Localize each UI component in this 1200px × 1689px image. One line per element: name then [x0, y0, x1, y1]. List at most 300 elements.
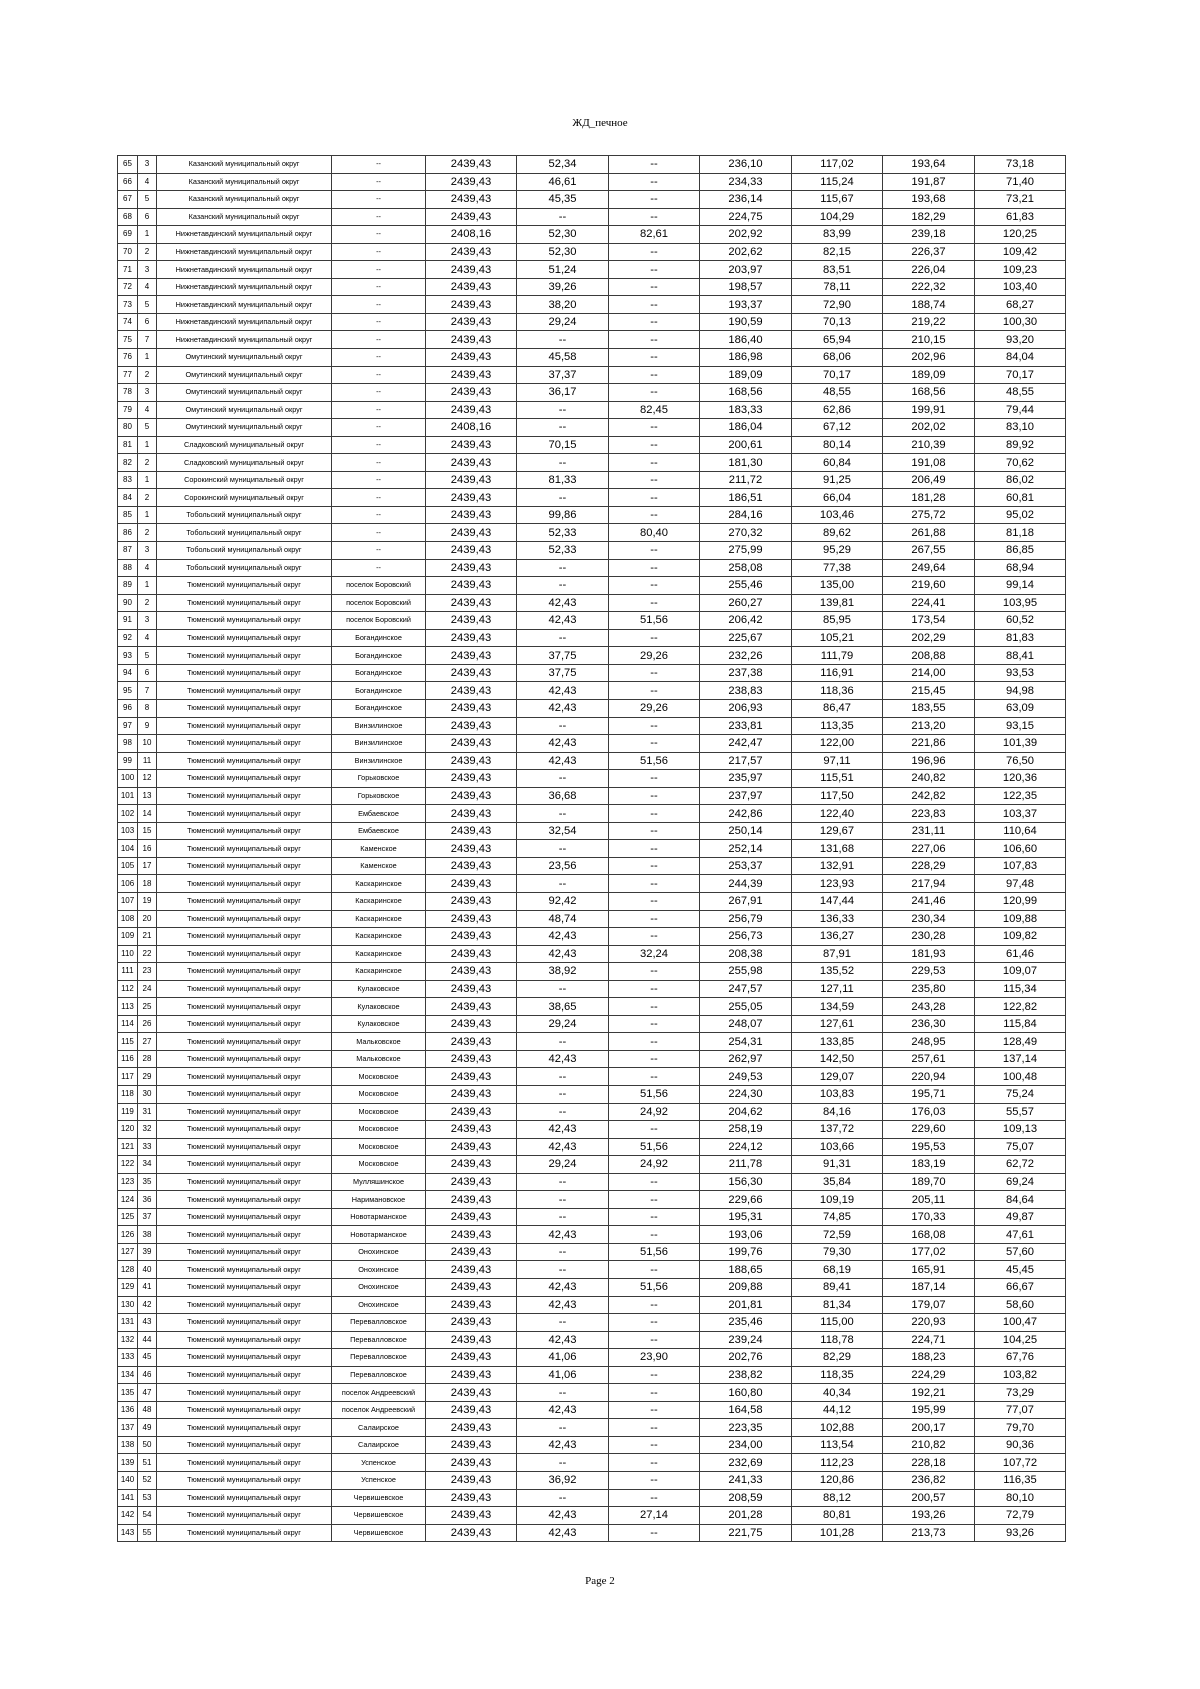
district-cell: Тюменский муниципальный округ	[157, 1208, 332, 1226]
value-cell: 255,98	[700, 963, 792, 981]
value-cell: 2439,43	[426, 471, 517, 489]
table-row	[118, 822, 1066, 840]
value-cell: 203,97	[700, 261, 792, 279]
district-cell: Нижнетавдинский муниципальный округ	[157, 243, 332, 261]
value-cell: 91,31	[792, 1156, 883, 1174]
value-cell: 100,30	[975, 313, 1066, 331]
row-number-cell: 115	[118, 1033, 138, 1051]
value-cell: --	[609, 1173, 700, 1191]
group-index-cell: 20	[138, 910, 157, 928]
value-cell: --	[609, 1401, 700, 1419]
table-row	[118, 664, 1066, 682]
value-cell: 208,88	[883, 647, 975, 665]
row-number-cell: 116	[118, 1050, 138, 1068]
table-row	[118, 875, 1066, 893]
table-row	[118, 191, 1066, 209]
value-cell: 2439,43	[426, 1243, 517, 1261]
row-number-cell: 71	[118, 261, 138, 279]
value-cell: 242,82	[883, 787, 975, 805]
value-cell: 99,86	[517, 506, 609, 524]
value-cell: 255,05	[700, 998, 792, 1016]
district-cell: Нижнетавдинский муниципальный округ	[157, 296, 332, 314]
value-cell: 82,15	[792, 243, 883, 261]
value-cell: 206,42	[700, 612, 792, 630]
value-cell: 42,43	[517, 1226, 609, 1244]
value-cell: 83,10	[975, 419, 1066, 437]
group-index-cell: 47	[138, 1384, 157, 1402]
value-cell: 189,70	[883, 1173, 975, 1191]
settlement-cell: Московское	[332, 1085, 426, 1103]
value-cell: 165,91	[883, 1261, 975, 1279]
settlement-cell: Мальковское	[332, 1033, 426, 1051]
settlement-cell: Наримановское	[332, 1191, 426, 1209]
value-cell: 70,17	[792, 366, 883, 384]
row-number-cell: 70	[118, 243, 138, 261]
settlement-cell: --	[332, 524, 426, 542]
table-row	[118, 156, 1066, 174]
row-number-cell: 140	[118, 1472, 138, 1490]
value-cell: 103,46	[792, 506, 883, 524]
row-number-cell: 122	[118, 1156, 138, 1174]
value-cell: 221,75	[700, 1524, 792, 1542]
district-cell: Казанский муниципальный округ	[157, 173, 332, 191]
value-cell: 102,88	[792, 1419, 883, 1437]
district-cell: Тюменский муниципальный округ	[157, 1033, 332, 1051]
value-cell: 38,20	[517, 296, 609, 314]
value-cell: 45,35	[517, 191, 609, 209]
value-cell: 103,40	[975, 278, 1066, 296]
district-cell: Тюменский муниципальный округ	[157, 664, 332, 682]
table-row	[118, 313, 1066, 331]
value-cell: 186,40	[700, 331, 792, 349]
group-index-cell: 4	[138, 629, 157, 647]
value-cell: 224,29	[883, 1366, 975, 1384]
group-index-cell: 28	[138, 1050, 157, 1068]
value-cell: --	[517, 629, 609, 647]
value-cell: --	[609, 805, 700, 823]
value-cell: 80,81	[792, 1507, 883, 1525]
value-cell: 117,02	[792, 156, 883, 174]
value-cell: 201,28	[700, 1507, 792, 1525]
table-row	[118, 577, 1066, 595]
value-cell: --	[609, 629, 700, 647]
district-cell: Тюменский муниципальный округ	[157, 752, 332, 770]
settlement-cell: --	[332, 436, 426, 454]
group-index-cell: 2	[138, 594, 157, 612]
district-cell: Нижнетавдинский муниципальный округ	[157, 313, 332, 331]
table-row	[118, 401, 1066, 419]
value-cell: 257,61	[883, 1050, 975, 1068]
value-cell: 88,12	[792, 1489, 883, 1507]
row-number-cell: 111	[118, 963, 138, 981]
value-cell: 42,43	[517, 612, 609, 630]
table-row	[118, 419, 1066, 437]
group-index-cell: 30	[138, 1085, 157, 1103]
district-cell: Тюменский муниципальный округ	[157, 910, 332, 928]
value-cell: --	[609, 998, 700, 1016]
value-cell: 118,78	[792, 1331, 883, 1349]
table-row	[118, 752, 1066, 770]
value-cell: 270,32	[700, 524, 792, 542]
value-cell: 2439,43	[426, 454, 517, 472]
value-cell: 68,06	[792, 349, 883, 367]
value-cell: 68,27	[975, 296, 1066, 314]
table-row	[118, 980, 1066, 998]
value-cell: 219,22	[883, 313, 975, 331]
value-cell: --	[609, 436, 700, 454]
value-cell: 255,46	[700, 577, 792, 595]
value-cell: --	[609, 1296, 700, 1314]
settlement-cell: Червишевское	[332, 1489, 426, 1507]
value-cell: --	[609, 261, 700, 279]
group-index-cell: 29	[138, 1068, 157, 1086]
table-row	[118, 1156, 1066, 1174]
value-cell: 87,91	[792, 945, 883, 963]
district-cell: Тюменский муниципальный округ	[157, 1472, 332, 1490]
district-cell: Нижнетавдинский муниципальный округ	[157, 278, 332, 296]
value-cell: --	[609, 892, 700, 910]
value-cell: 115,00	[792, 1314, 883, 1332]
group-index-cell: 6	[138, 664, 157, 682]
value-cell: 2439,43	[426, 664, 517, 682]
group-index-cell: 21	[138, 928, 157, 946]
value-cell: --	[609, 1331, 700, 1349]
settlement-cell: --	[332, 261, 426, 279]
value-cell: 72,59	[792, 1226, 883, 1244]
district-cell: Тюменский муниципальный округ	[157, 647, 332, 665]
value-cell: 2439,43	[426, 1296, 517, 1314]
table-row	[118, 1103, 1066, 1121]
settlement-cell: --	[332, 401, 426, 419]
value-cell: 192,21	[883, 1384, 975, 1402]
value-cell: 236,14	[700, 191, 792, 209]
settlement-cell: --	[332, 349, 426, 367]
value-cell: 142,50	[792, 1050, 883, 1068]
group-index-cell: 3	[138, 384, 157, 402]
group-index-cell: 38	[138, 1226, 157, 1244]
value-cell: 122,00	[792, 735, 883, 753]
district-cell: Тюменский муниципальный округ	[157, 840, 332, 858]
value-cell: 240,82	[883, 770, 975, 788]
value-cell: 29,26	[609, 647, 700, 665]
value-cell: 101,28	[792, 1524, 883, 1542]
value-cell: --	[517, 577, 609, 595]
table-row	[118, 173, 1066, 191]
value-cell: 103,95	[975, 594, 1066, 612]
value-cell: 217,57	[700, 752, 792, 770]
settlement-cell: Каскаринское	[332, 875, 426, 893]
row-number-cell: 127	[118, 1243, 138, 1261]
table-body	[118, 156, 1066, 1542]
data-table	[117, 155, 1066, 1542]
value-cell: 2439,43	[426, 629, 517, 647]
settlement-cell: Богандинское	[332, 682, 426, 700]
row-number-cell: 98	[118, 735, 138, 753]
settlement-cell: Онохинское	[332, 1261, 426, 1279]
value-cell: --	[609, 1068, 700, 1086]
value-cell: 40,34	[792, 1384, 883, 1402]
row-number-cell: 118	[118, 1085, 138, 1103]
row-number-cell: 105	[118, 857, 138, 875]
value-cell: 127,61	[792, 1015, 883, 1033]
value-cell: 51,56	[609, 612, 700, 630]
table-row	[118, 998, 1066, 1016]
table-row	[118, 1296, 1066, 1314]
table-row	[118, 1419, 1066, 1437]
district-cell: Тюменский муниципальный округ	[157, 963, 332, 981]
row-number-cell: 125	[118, 1208, 138, 1226]
settlement-cell: Ембаевское	[332, 822, 426, 840]
value-cell: 208,59	[700, 1489, 792, 1507]
row-number-cell: 106	[118, 875, 138, 893]
group-index-cell: 33	[138, 1138, 157, 1156]
value-cell: 2439,43	[426, 1261, 517, 1279]
value-cell: 44,12	[792, 1401, 883, 1419]
value-cell: 236,10	[700, 156, 792, 174]
value-cell: 2439,43	[426, 331, 517, 349]
table-row	[118, 1314, 1066, 1332]
value-cell: 196,96	[883, 752, 975, 770]
value-cell: --	[609, 1419, 700, 1437]
value-cell: 29,24	[517, 1015, 609, 1033]
value-cell: --	[517, 489, 609, 507]
value-cell: 51,56	[609, 752, 700, 770]
group-index-cell: 19	[138, 892, 157, 910]
table-row	[118, 1226, 1066, 1244]
table-row	[118, 1331, 1066, 1349]
settlement-cell: Богандинское	[332, 647, 426, 665]
value-cell: 42,43	[517, 1050, 609, 1068]
district-cell: Тюменский муниципальный округ	[157, 717, 332, 735]
group-index-cell: 25	[138, 998, 157, 1016]
value-cell: 182,29	[883, 208, 975, 226]
value-cell: --	[609, 243, 700, 261]
value-cell: 29,26	[609, 699, 700, 717]
table-row	[118, 647, 1066, 665]
table-row	[118, 787, 1066, 805]
district-cell: Омутинский муниципальный округ	[157, 401, 332, 419]
group-index-cell: 14	[138, 805, 157, 823]
value-cell: 48,74	[517, 910, 609, 928]
value-cell: 113,54	[792, 1436, 883, 1454]
value-cell: --	[609, 1314, 700, 1332]
value-cell: 84,04	[975, 349, 1066, 367]
value-cell: 97,48	[975, 875, 1066, 893]
value-cell: 235,97	[700, 770, 792, 788]
row-number-cell: 114	[118, 1015, 138, 1033]
value-cell: 2439,43	[426, 805, 517, 823]
value-cell: 60,81	[975, 489, 1066, 507]
settlement-cell: Горьковское	[332, 787, 426, 805]
value-cell: 106,60	[975, 840, 1066, 858]
value-cell: 170,33	[883, 1208, 975, 1226]
value-cell: 248,07	[700, 1015, 792, 1033]
settlement-cell: Каскаринское	[332, 892, 426, 910]
value-cell: 211,78	[700, 1156, 792, 1174]
group-index-cell: 55	[138, 1524, 157, 1542]
table-row	[118, 892, 1066, 910]
value-cell: 42,43	[517, 945, 609, 963]
value-cell: 42,43	[517, 1279, 609, 1297]
value-cell: 226,04	[883, 261, 975, 279]
value-cell: 275,72	[883, 506, 975, 524]
table-row	[118, 1261, 1066, 1279]
value-cell: 120,86	[792, 1472, 883, 1490]
table-row	[118, 1191, 1066, 1209]
settlement-cell: Богандинское	[332, 699, 426, 717]
value-cell: 2439,43	[426, 1191, 517, 1209]
district-cell: Тюменский муниципальный округ	[157, 1384, 332, 1402]
value-cell: 2439,43	[426, 278, 517, 296]
value-cell: 181,30	[700, 454, 792, 472]
value-cell: 89,62	[792, 524, 883, 542]
value-cell: 2439,43	[426, 752, 517, 770]
settlement-cell: --	[332, 313, 426, 331]
row-number-cell: 113	[118, 998, 138, 1016]
value-cell: 256,73	[700, 928, 792, 946]
settlement-cell: Винзилинское	[332, 717, 426, 735]
value-cell: 37,37	[517, 366, 609, 384]
value-cell: 206,49	[883, 471, 975, 489]
group-index-cell: 17	[138, 857, 157, 875]
value-cell: 249,53	[700, 1068, 792, 1086]
value-cell: 68,94	[975, 559, 1066, 577]
row-number-cell: 65	[118, 156, 138, 174]
value-cell: 41,06	[517, 1366, 609, 1384]
value-cell: 104,29	[792, 208, 883, 226]
value-cell: 81,83	[975, 629, 1066, 647]
group-index-cell: 1	[138, 471, 157, 489]
settlement-cell: Богандинское	[332, 664, 426, 682]
table-row	[118, 1208, 1066, 1226]
value-cell: 103,37	[975, 805, 1066, 823]
value-cell: 2439,43	[426, 857, 517, 875]
value-cell: 75,24	[975, 1085, 1066, 1103]
row-number-cell: 139	[118, 1454, 138, 1472]
value-cell: 70,17	[975, 366, 1066, 384]
table-row	[118, 805, 1066, 823]
value-cell: 24,92	[609, 1156, 700, 1174]
value-cell: 51,24	[517, 261, 609, 279]
value-cell: 183,55	[883, 699, 975, 717]
value-cell: 211,72	[700, 471, 792, 489]
table-row	[118, 1138, 1066, 1156]
table-row	[118, 857, 1066, 875]
value-cell: --	[517, 1191, 609, 1209]
group-index-cell: 3	[138, 261, 157, 279]
value-cell: 2439,43	[426, 1156, 517, 1174]
district-cell: Сорокинский муниципальный округ	[157, 489, 332, 507]
group-index-cell: 39	[138, 1243, 157, 1261]
table-row	[118, 506, 1066, 524]
value-cell: 186,98	[700, 349, 792, 367]
group-index-cell: 41	[138, 1279, 157, 1297]
row-number-cell: 135	[118, 1384, 138, 1402]
row-number-cell: 100	[118, 770, 138, 788]
value-cell: --	[609, 594, 700, 612]
settlement-cell: поселок Боровский	[332, 612, 426, 630]
value-cell: 2439,43	[426, 208, 517, 226]
district-cell: Тюменский муниципальный округ	[157, 1103, 332, 1121]
value-cell: 23,90	[609, 1349, 700, 1367]
group-index-cell: 43	[138, 1314, 157, 1332]
district-cell: Тюменский муниципальный округ	[157, 1243, 332, 1261]
value-cell: 156,30	[700, 1173, 792, 1191]
value-cell: 224,30	[700, 1085, 792, 1103]
row-number-cell: 92	[118, 629, 138, 647]
group-index-cell: 50	[138, 1436, 157, 1454]
table-row	[118, 735, 1066, 753]
table-row	[118, 1279, 1066, 1297]
settlement-cell: --	[332, 489, 426, 507]
value-cell: 42,43	[517, 1296, 609, 1314]
value-cell: 75,07	[975, 1138, 1066, 1156]
value-cell: 217,94	[883, 875, 975, 893]
value-cell: 83,51	[792, 261, 883, 279]
group-index-cell: 23	[138, 963, 157, 981]
value-cell: --	[517, 419, 609, 437]
group-index-cell: 13	[138, 787, 157, 805]
row-number-cell: 96	[118, 699, 138, 717]
settlement-cell: Каменское	[332, 840, 426, 858]
value-cell: 202,02	[883, 419, 975, 437]
value-cell: 139,81	[792, 594, 883, 612]
district-cell: Тюменский муниципальный округ	[157, 1173, 332, 1191]
value-cell: --	[517, 980, 609, 998]
value-cell: 2408,16	[426, 419, 517, 437]
value-cell: 84,16	[792, 1103, 883, 1121]
value-cell: 2439,43	[426, 1472, 517, 1490]
value-cell: 229,60	[883, 1121, 975, 1139]
value-cell: 210,39	[883, 436, 975, 454]
value-cell: 2439,43	[426, 1015, 517, 1033]
row-number-cell: 137	[118, 1419, 138, 1437]
value-cell: 32,24	[609, 945, 700, 963]
value-cell: 224,12	[700, 1138, 792, 1156]
value-cell: 2439,43	[426, 1454, 517, 1472]
group-index-cell: 4	[138, 173, 157, 191]
value-cell: 2439,43	[426, 542, 517, 560]
settlement-cell: --	[332, 226, 426, 244]
value-cell: 191,08	[883, 454, 975, 472]
value-cell: 68,19	[792, 1261, 883, 1279]
value-cell: --	[609, 1033, 700, 1051]
settlement-cell: --	[332, 506, 426, 524]
value-cell: --	[609, 173, 700, 191]
district-cell: Омутинский муниципальный округ	[157, 384, 332, 402]
district-cell: Казанский муниципальный округ	[157, 191, 332, 209]
value-cell: --	[609, 577, 700, 595]
value-cell: 2439,43	[426, 1103, 517, 1121]
value-cell: --	[609, 1261, 700, 1279]
value-cell: 2439,43	[426, 787, 517, 805]
value-cell: 243,28	[883, 998, 975, 1016]
value-cell: 2439,43	[426, 717, 517, 735]
settlement-cell: Горьковское	[332, 770, 426, 788]
value-cell: --	[609, 1366, 700, 1384]
value-cell: 52,30	[517, 226, 609, 244]
settlement-cell: Кулаковское	[332, 998, 426, 1016]
value-cell: 2439,43	[426, 1050, 517, 1068]
value-cell: 48,55	[975, 384, 1066, 402]
value-cell: 51,56	[609, 1279, 700, 1297]
district-cell: Тюменский муниципальный округ	[157, 1349, 332, 1367]
value-cell: 236,30	[883, 1015, 975, 1033]
district-cell: Тюменский муниципальный округ	[157, 1419, 332, 1437]
value-cell: 260,27	[700, 594, 792, 612]
row-number-cell: 91	[118, 612, 138, 630]
value-cell: 200,17	[883, 1419, 975, 1437]
